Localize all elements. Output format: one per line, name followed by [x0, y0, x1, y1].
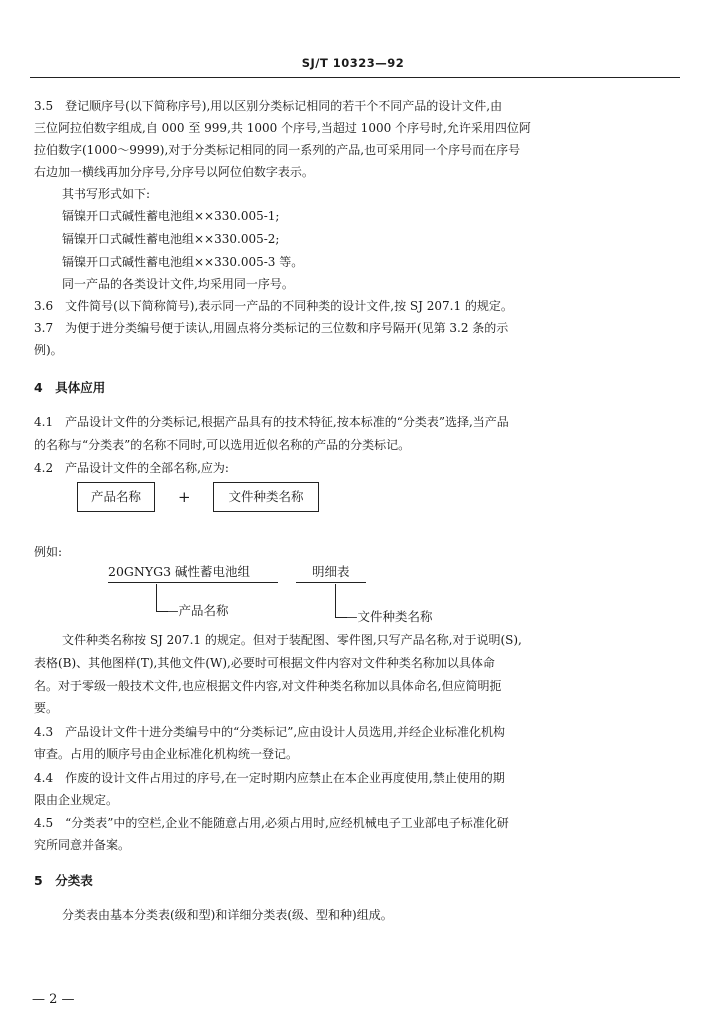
- para-doc-type-line3: 名。对于零级一般技术文件,也应根据文件内容,对文件种类名称加以具体命名,但应简明扼: [34, 679, 502, 693]
- header-rule: [30, 77, 680, 78]
- para-4-2: 4.2 产品设计文件的全部名称,应为:: [34, 461, 229, 475]
- para-4-5-line2: 究所同意并备案。: [34, 838, 131, 852]
- para-4-5-line1: 4.5 “分类表”中的空栏,企业不能随意占用,必须占用时,应经机械电子工业部电子标准化研: [34, 816, 509, 830]
- doc-type-name-box: 文件种类名称: [213, 482, 319, 512]
- para-3-7-line1: 3.7 为便于进分类编号便于读认,用圆点将分类标记的三位数和序号隔开(见第 3.2 条的示: [34, 321, 509, 335]
- product-name-tag: —产品名称: [166, 603, 229, 618]
- same-serial-note: 同一产品的各类设计文件,均采用同一序号。: [62, 277, 294, 291]
- plus-sign: +: [178, 488, 191, 506]
- format-example-3: 镉镍开口式碱性蓄电池组××330.005-3 等。: [62, 255, 304, 269]
- example-label: 例如:: [34, 545, 63, 559]
- para-4-4-line1: 4.4 作废的设计文件占用过的序号,在一定时期内应禁止在本企业再度使用,禁止使用的期: [34, 771, 505, 785]
- format-intro: 其书写形式如下:: [62, 187, 151, 201]
- para-doc-type-line1: 文件种类名称按 SJ 207.1 的规定。但对于装配图、零件图,只写产品名称,对于说明(S),: [62, 633, 522, 647]
- example-product-underline: [108, 582, 278, 583]
- para-doc-type-line2: 表格(B)、其他图样(T),其他文件(W),必要时可根据文件内容对文件种类名称加以具体命: [34, 656, 495, 670]
- para-4-4-line2: 限由企业规定。: [34, 793, 119, 807]
- section-5-heading: 5 分类表: [34, 873, 93, 888]
- example-doc-underline: [296, 582, 366, 583]
- section-4-heading: 4 具体应用: [34, 380, 106, 395]
- para-3-5-line1: 3.5 登记顺序号(以下简称序号),用以区别分类标记相同的若干个不同产品的设计文件,由: [34, 99, 503, 113]
- product-name-box: 产品名称: [77, 482, 155, 512]
- para-3-5-line4: 右边加一横线再加分序号,分序号以阿位伯数字表示。: [34, 165, 314, 179]
- para-3-6: 3.6 文件简号(以下简称简号),表示同一产品的不同种类的设计文件,按 SJ 207.1 的规定。: [34, 299, 513, 313]
- example-product-name: 20GNYG3 碱性蓄电池组: [108, 564, 250, 579]
- para-3-5-line2: 三位阿拉伯数字组成,自 000 至 999,共 1000 个序号,当超过 1000 个序号时,允许采用四位阿: [34, 121, 531, 135]
- doc-type-tag: —文件种类名称: [345, 609, 433, 624]
- para-4-3-line2: 审查。占用的顺序号由企业标准化机构统一登记。: [34, 747, 299, 761]
- para-3-7-line2: 例)。: [34, 343, 63, 357]
- para-4-1-line2: 的名称与“分类表”的名称不同时,可以选用近似名称的产品的分类标记。: [34, 438, 411, 452]
- format-example-2: 镉镍开口式碱性蓄电池组××330.005-2;: [62, 232, 280, 246]
- para-5: 分类表由基本分类表(级和型)和详细分类表(级、型和种)组成。: [62, 908, 393, 922]
- para-4-3-line1: 4.3 产品设计文件十进分类编号中的“分类标记”,应由设计人员选用,并经企业标准化机构: [34, 725, 505, 739]
- page-number: — 2 —: [32, 992, 75, 1007]
- doc-pointer-line: [335, 584, 336, 617]
- example-doc-type: 明细表: [312, 564, 350, 579]
- para-4-1-line1: 4.1 产品设计文件的分类标记,根据产品具有的技术特征,按本标准的“分类表”选择,当产品: [34, 415, 509, 429]
- product-pointer-line: [156, 584, 157, 611]
- page-header: SJ/T 10323—92: [301, 56, 405, 70]
- format-example-1: 镉镍开口式碱性蓄电池组××330.005-1;: [62, 209, 280, 223]
- para-doc-type-line4: 要。: [34, 701, 59, 715]
- para-3-5-line3: 拉伯数字(1000～9999),对于分类标记相同的同一系列的产品,也可采用同一个序号而在序号: [34, 143, 521, 157]
